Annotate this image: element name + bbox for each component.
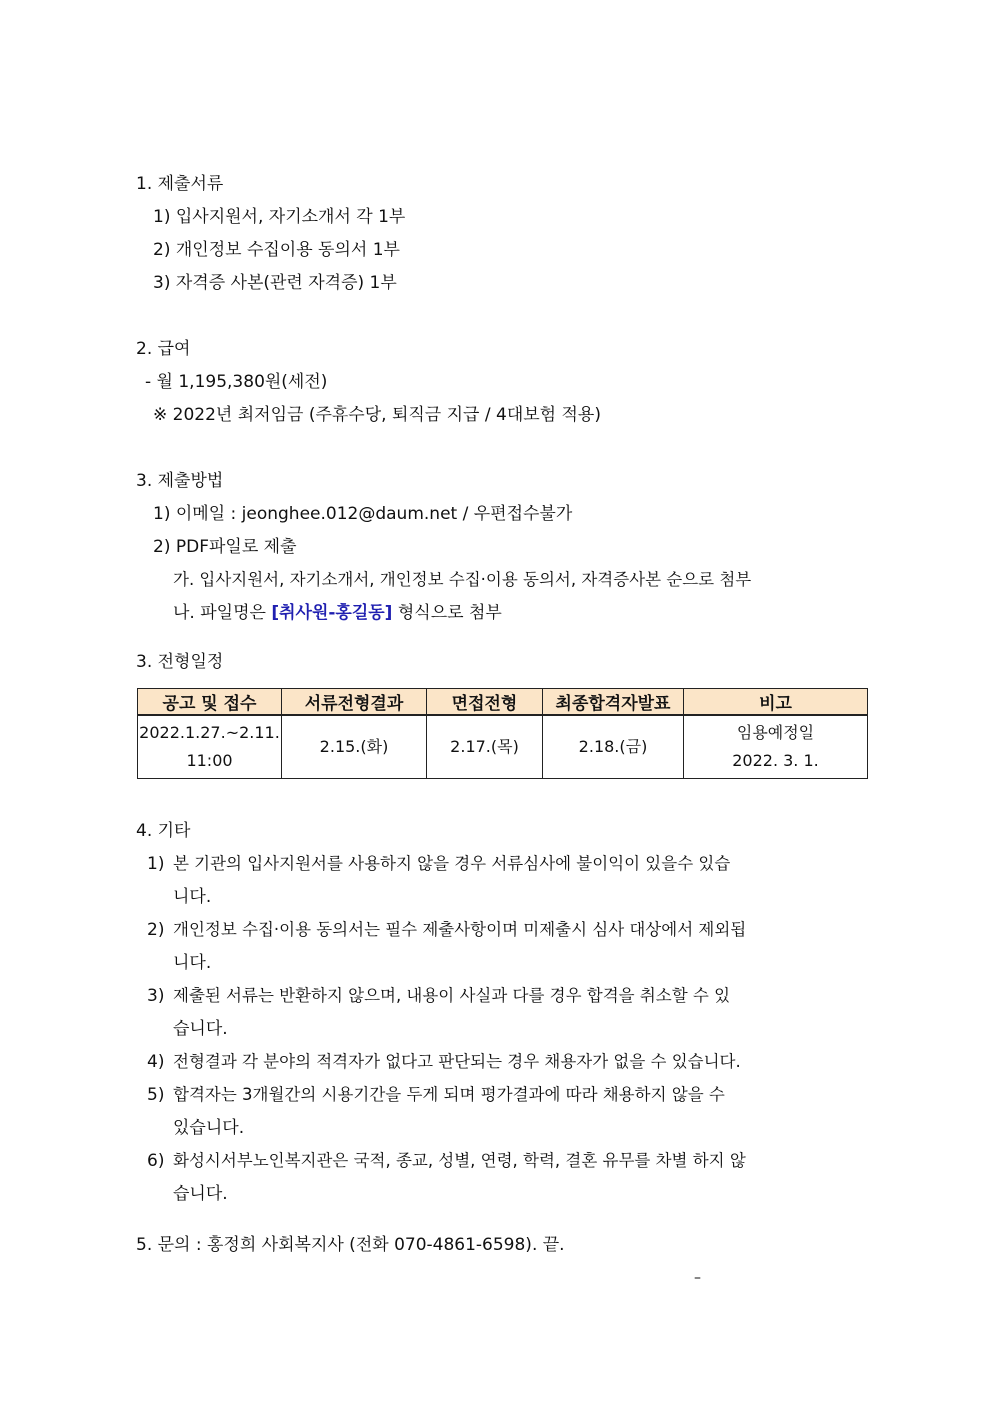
schedule-table — [137, 688, 868, 779]
schedule-row — [138, 715, 868, 779]
etc-item-5-line-2: 있습니다. — [173, 1118, 245, 1138]
cell-document-result: 2.15.(화) — [282, 715, 427, 779]
section-1-title: 1. 제출서류 — [136, 174, 224, 194]
submission-order: 가. 입사지원서, 자기소개서, 개인정보 수집·이용 동의서, 자격증사본 순으로 첨부 — [173, 570, 752, 589]
cell-remark — [684, 715, 868, 779]
submission-pdf: 2) PDF파일로 제출 — [153, 537, 297, 557]
contact-info: 5. 문의 : 홍정희 사회복지사 (전화 070-4861-6598). 끝. — [136, 1235, 565, 1255]
section-1-item-2: 2) 개인정보 수집이용 동의서 1부 — [153, 240, 400, 260]
etc-item-2-number: 2) — [147, 920, 165, 940]
salary-text: - 월 1,195,380원(세전) — [145, 372, 328, 392]
etc-item-3-line-2: 습니다. — [173, 1019, 228, 1039]
remark-line-1: 임용예정일 — [736, 723, 815, 742]
schedule-header-row — [138, 689, 868, 716]
cell-period — [138, 715, 282, 779]
cell-final-announcement: 2.18.(금) — [543, 715, 684, 779]
section-4-title: 4. 기타 — [136, 821, 191, 841]
etc-item-5-line-1: 합격자는 3개월간의 시용기간을 두게 되며 평가결과에 따라 채용하지 않을 수 — [173, 1085, 725, 1104]
etc-item-2-line-2: 니다. — [173, 953, 212, 973]
file-name-suffix: 형식으로 첨부 — [392, 603, 502, 623]
file-name-highlight: [취사원-홍길동] — [271, 603, 393, 623]
header-interview: 면접전형 — [427, 689, 543, 716]
section-2-title: 2. 급여 — [136, 339, 191, 359]
etc-item-4-number: 4) — [147, 1052, 165, 1072]
etc-item-6-number: 6) — [147, 1151, 165, 1171]
remark-line-2: 2022. 3. 1. — [732, 751, 819, 770]
etc-item-3-number: 3) — [147, 986, 165, 1006]
etc-item-2-line-1: 개인정보 수집·이용 동의서는 필수 제출사항이며 미제출시 심사 대상에서 제외됩 — [173, 920, 747, 939]
etc-item-6-line-2: 습니다. — [173, 1184, 228, 1204]
submission-email: 1) 이메일 : jeonghee.012@daum.net / 우편접수불가 — [153, 504, 573, 524]
salary-note: ※ 2022년 최저임금 (주휴수당, 퇴직금 지급 / 4대보험 적용) — [153, 405, 601, 425]
section-1-item-3: 3) 자격증 사본(관련 자격증) 1부 — [153, 273, 397, 293]
header-remark: 비고 — [684, 689, 868, 716]
period-line-1: 2022.1.27.~2.11. — [139, 723, 280, 742]
etc-item-6-line-1: 화성시서부노인복지관은 국적, 종교, 성별, 연령, 학력, 결혼 유무를 차별 하지 않 — [173, 1151, 746, 1170]
footer-mark: – — [694, 1270, 701, 1286]
file-name-rule — [173, 601, 502, 625]
period-line-2: 11:00 — [186, 751, 233, 770]
etc-item-1-number: 1) — [147, 854, 165, 874]
cell-interview: 2.17.(목) — [427, 715, 543, 779]
etc-item-4-line-1: 전형결과 각 분야의 적격자가 없다고 판단되는 경우 채용자가 없을 수 있습니다. — [173, 1052, 741, 1071]
schedule-title: 3. 전형일정 — [136, 652, 224, 672]
header-final-announcement: 최종합격자발표 — [543, 689, 684, 716]
header-announcement: 공고 및 접수 — [138, 689, 282, 716]
file-name-prefix: 나. 파일명은 — [173, 603, 272, 623]
etc-item-5-number: 5) — [147, 1085, 165, 1105]
etc-item-3-line-1: 제출된 서류는 반환하지 않으며, 내용이 사실과 다를 경우 합격을 취소할 수 있 — [173, 986, 731, 1005]
section-3-title: 3. 제출방법 — [136, 471, 224, 491]
etc-item-1-line-1: 본 기관의 입사지원서를 사용하지 않을 경우 서류심사에 불이익이 있을수 있습 — [173, 854, 731, 873]
etc-item-1-line-2: 니다. — [173, 887, 212, 907]
header-document-result: 서류전형결과 — [282, 689, 427, 716]
section-1-item-1: 1) 입사지원서, 자기소개서 각 1부 — [153, 207, 406, 227]
